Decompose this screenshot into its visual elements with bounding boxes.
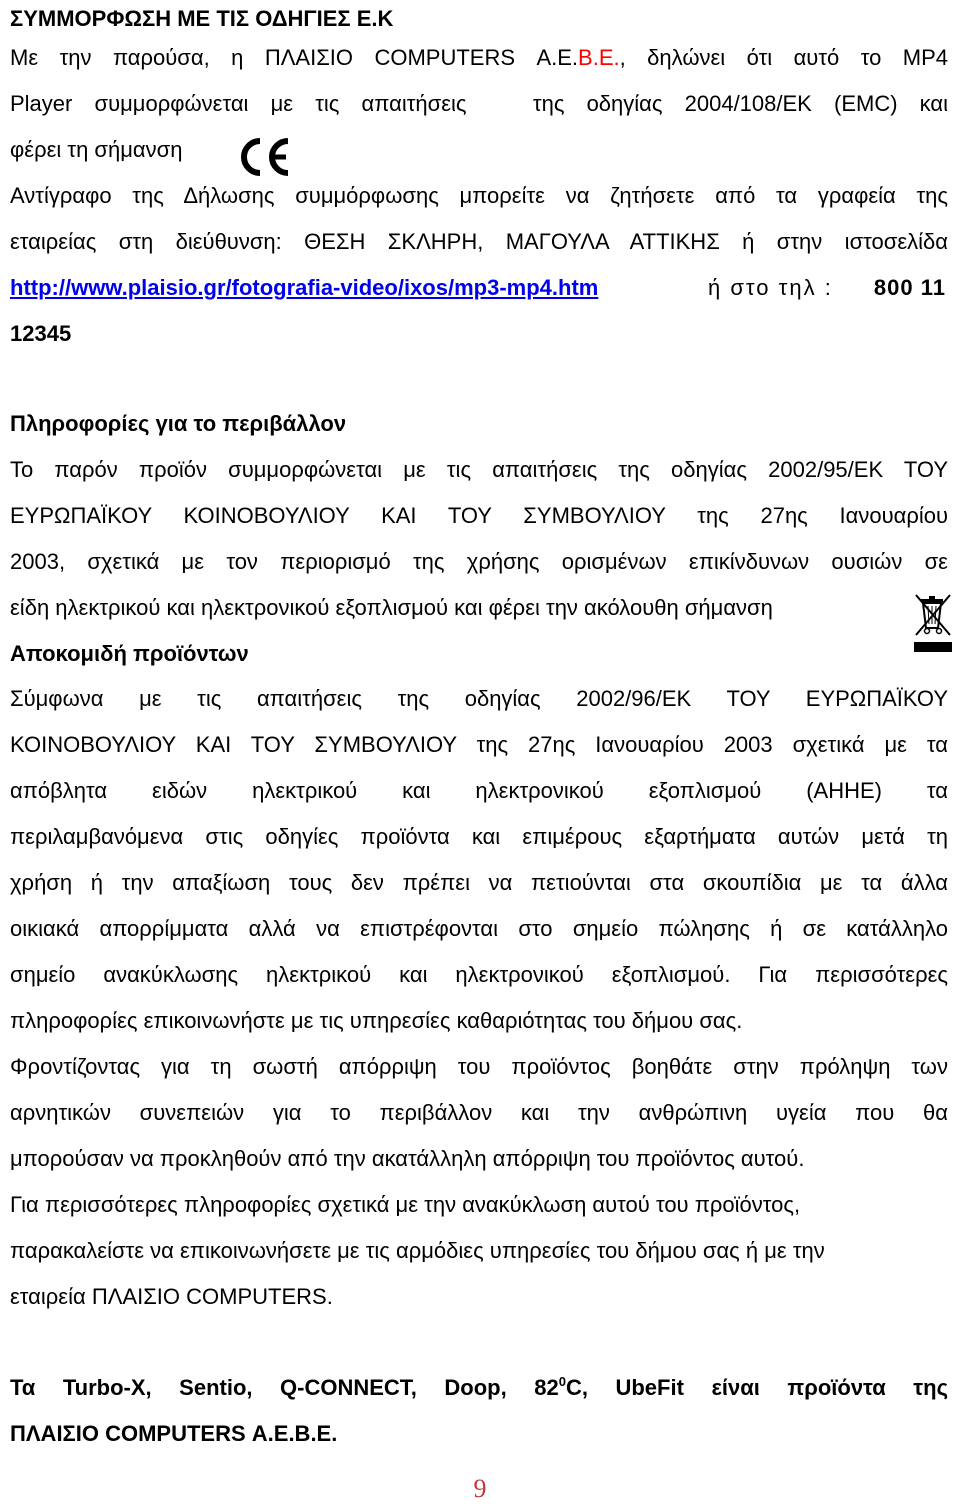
- disposal-line-2: ΚΟΙΝΟΒΟΥΛΙΟΥ ΚΑΙ ΤΟΥ ΣΥΜΒΟΥΛΙΟΥ της 27ης Ιανουαρίου 2003 σχετικά με τα: [10, 732, 948, 757]
- compliance-line-1: Με την παρούσα, η ΠΛΑΙΣΙΟ COMPUTERS Α.Ε.Β.Ε., δηλώνει ότι αυτό το MP4: [10, 45, 948, 70]
- plaisio-url-link[interactable]: http://www.plaisio.gr/fotografia-video/ixos/mp3-mp4.htm: [10, 275, 599, 300]
- disposal-line-8: πληροφορίες επικοινωνήστε με τις υπηρεσίες καθαριότητας του δήμου σας.: [10, 1008, 743, 1033]
- disposal-line-10: αρνητικών συνεπειών για το περιβάλλον και την ανθρώπινη υγεία που θα: [10, 1100, 948, 1125]
- ce-mark-icon: [236, 137, 292, 177]
- disposal-line-4: περιλαμβανόμενα στις οδηγίες προϊόντα και επιμέρους εξαρτήματα αυτών μετά τη: [10, 824, 948, 849]
- disposal-line-6: οικιακά απορρίμματα αλλά να επιστρέφονται στο σημείο πώλησης ή σε κατάλληλο: [10, 916, 948, 941]
- environment-line-1: Το παρόν προϊόν συμμορφώνεται με τις απαιτήσεις της οδηγίας 2002/95/ΕΚ ΤΟΥ: [10, 457, 948, 482]
- environment-line-4: είδη ηλεκτρικού και ηλεκτρονικού εξοπλισμού και φέρει την ακόλουθη σήμανση: [10, 595, 773, 620]
- disposal-line-9: Φροντίζοντας για τη σωστή απόρριψη του προϊόντος βοηθάτε στην πρόληψη των: [10, 1054, 948, 1079]
- environment-line-2: ΕΥΡΩΠΑΪΚΟΥ ΚΟΙΝΟΒΟΥΛΙΟΥ ΚΑΙ ΤΟΥ ΣΥΜΒΟΥΛΙΟΥ της 27ης Ιανουαρίου: [10, 503, 948, 528]
- compliance-line-4: Αντίγραφο της Δήλωσης συμμόρφωσης μπορείτε να ζητήσετε από τα γραφεία της: [10, 183, 948, 208]
- document-page: [10, 0, 948, 1508]
- disposal-line-12: Για περισσότερες πληροφορίες σχετικά με την ανακύκλωση αυτού του προϊόντος,: [10, 1192, 801, 1217]
- disposal-line-1: Σύμφωνα με τις απαιτήσεις της οδηγίας 2002/96/ΕΚ ΤΟΥ ΕΥΡΩΠΑΪΚΟΥ: [10, 686, 948, 711]
- disposal-line-7: σημείο ανακύκλωσης ηλεκτρικού και ηλεκτρονικού εξοπλισμού. Για περισσότερες: [10, 962, 948, 987]
- crossed-out-wheelie-bin-icon: [912, 592, 954, 654]
- heading-environment: Πληροφορίες για το περιβάλλον: [10, 411, 347, 436]
- compliance-line-2: Player συμμορφώνεται με τις απαιτήσεις της οδηγίας 2004/108/ΕΚ (EMC) και: [10, 91, 948, 116]
- disposal-line-3: απόβλητα ειδών ηλεκτρικού και ηλεκτρονικού εξοπλισμού (ΑΗΗΕ) τα: [10, 778, 948, 803]
- compliance-line-5: εταιρείας στη διεύθυνση: ΘΕΣΗ ΣΚΛΗΡΗ, ΜΑΓΟΥΛΑ ΑΤΤΙΚΗΣ ή στην ιστοσελίδα: [10, 229, 948, 254]
- disposal-line-5: χρήση ή την απαξίωση τους δεν πρέπει να πετιούνται στα σκουπίδια με τα άλλα: [10, 870, 948, 895]
- disposal-line-11: μπορούσαν να προκληθούν από την ακατάλληλη απόρριψη του προϊόντος αυτού.: [10, 1146, 805, 1171]
- environment-line-3: 2003, σχετικά με τον περιορισμό της χρήσης ορισμένων επικίνδυνων ουσιών σε: [10, 549, 948, 574]
- compliance-line-3: φέρει τη σήμανση: [10, 137, 183, 162]
- phone-number-part1: 800 11: [873, 275, 946, 300]
- trademark-line-2: ΠΛΑΙΣΙΟ COMPUTERS Α.Ε.Β.Ε.: [10, 1421, 338, 1446]
- compliance-line-6: [10, 273, 948, 303]
- heading-compliance: ΣΥΜΜΟΡΦΩΣΗ ΜΕ ΤΙΣ ΟΔΗΓΙΕΣ Ε.Κ: [10, 6, 394, 31]
- trademark-line-1: Τα Turbo-X, Sentio, Q-CONNECT, Doop, $82^0C$, UbeFit είναι προϊόντα της: [10, 1374, 949, 1400]
- page-number: 9: [473, 1474, 487, 1503]
- heading-disposal: Αποκομιδή προϊόντων: [10, 641, 249, 666]
- phone-number-part2: 12345: [10, 321, 72, 346]
- phone-label: ή στο τηλ :: [708, 275, 833, 300]
- disposal-line-14: εταιρεία ΠΛΑΙΣΙΟ COMPUTERS.: [10, 1284, 333, 1309]
- disposal-line-13: παρακαλείστε να επικοινωνήσετε με τις αρμόδιες υπηρεσίες του δήμου σας ή με την: [10, 1238, 825, 1263]
